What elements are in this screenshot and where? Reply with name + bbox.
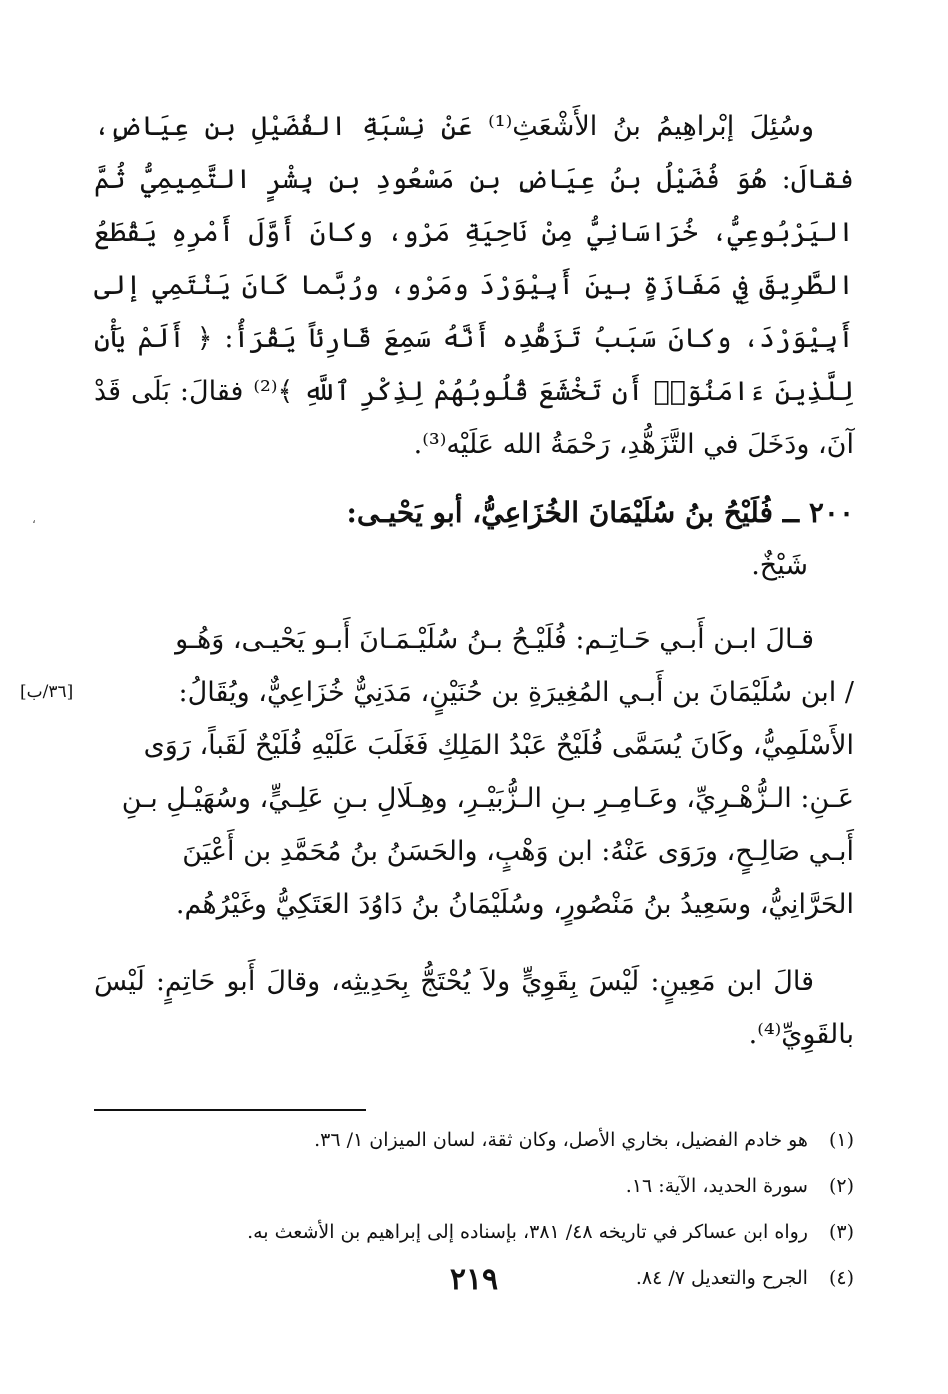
footnote — [94, 1163, 854, 1209]
page-number: ٢١٩ — [449, 1262, 499, 1297]
biography-line-with-margin — [20, 666, 854, 719]
book-page — [20, 100, 854, 1301]
entry-heading: ٢٠٠ ــ فُلَيْحُ بنُ سُلَيْمَانَ الخُزَاعِيُّ، أبو يَحْيـى: — [346, 496, 854, 529]
entry-grade: شَيْخٌ. — [751, 550, 808, 581]
intro-paragraph: وسُئِلَ إبْراهِيمُ بنُ الأَشْعَثِ⁽¹⁾ عَنْ نِسْبَةِ الفُضَيْلِ بن عِيَاضٍ، فقالَ: هُوَ فُضَيْلُ بنُ عِيَاضِ بنِ مَسْعُودِ بنِ بِشْرٍ التَّمِيمِيُّ ثُمَّ اليَرْبُوعِيُّ، خُرَاسَانِيُّ مِنْ نَاحِيَةِ مَرْو، وكانَ أَوَّلَ أَمْرِهِ يَقْطَعُ الطَّرِيقَ فِي مَفَازَةٍ بينَ أَبِيْوَرْدَ ومَرْو، ورُبَّما كَانَ يَنْتَمِي إلى أَبِيْوَرْدَ، وكانَ سَبَبُ تَزَهُّدِه أَنَّهُ سَمِعَ قَارِئاً يَقْرَأُ: ﴿ أَلَمْ يَأْنِ لِلَّذِينَ ءَامَنُوٓا۟ أَن تَخْشَعَ قُلُوبُهُمْ لِذِكْرِ ٱللَّهِ ﴾⁽²⁾ فقالَ: بَلَى قَدْ آنَ، ودَخَلَ في التَّزَهُّدِ، رَحْمَةُ الله عَلَيْه⁽³⁾. — [94, 111, 854, 460]
footnote-separator — [94, 1109, 366, 1111]
footnote-text: سورة الحديد، الآية: ١٦. — [625, 1175, 808, 1197]
biography-line: الحَرَّانِيُّ، وسَعِيدُ بنُ مَنْصُورٍ، وسُلَيْمَانُ بنُ دَاوُدَ العَتَكِيُّ وغَيْرُهُم. — [175, 889, 854, 920]
biography-line: أَبـي صَالِـحٍ، ورَوَى عَنْهُ: ابن وَهْبٍ، والحَسَنُ بنُ مُحَمَّدِ بن أَعْيَنَ — [182, 836, 854, 867]
footnote-number: (٣) — [828, 1221, 854, 1243]
footnote-separator-wrap — [94, 1061, 854, 1111]
biography-line: عَـنِ: الـزُّهْـرِيِّ، وعَـامِـرِ بـنِ الـزُّبَيْـرِ، وهِـلَالِ بـنِ عَلِـيٍّ، وسُهَيْـلِ بـنِ — [121, 783, 854, 814]
footnote-number: (٢) — [828, 1175, 854, 1197]
footnote — [94, 1117, 854, 1163]
biography-line: قـالَ ابـن أَبـي حَـاتِـم: فُلَيْـحُ بـنُ سُلَيْـمَـانَ أَبـو يَحْيـى، وَهُـو — [175, 624, 814, 655]
footnote-text: هو خادم الفضيل، بخاري الأصل، وكان ثقة، لسان الميزان ١/ ٣٦. — [314, 1129, 808, 1151]
footnote-number: (١) — [828, 1129, 854, 1151]
biography-paragraph — [20, 613, 854, 931]
side-mark: ، — [32, 512, 36, 526]
manuscript-folio-reference: [٣٦/ب] — [20, 682, 74, 702]
assessment-paragraph: قالَ ابن مَعِينٍ: لَيْسَ بِقَوِيٍّ ولاَ يُحْتَجُّ بِحَدِيثِه، وقالَ أَبو حَاتِمٍ: لَيْسَ بالقَوِيِّ⁽⁴⁾. — [94, 966, 854, 1050]
footnote-text: الجرح والتعديل ٧/ ٨٤. — [635, 1267, 808, 1289]
footnote-number: (٤) — [828, 1267, 854, 1289]
biography-line-text: / ابن سُلَيْمَانَ بن أَبـي المُغِيرَةِ بن حُنَيْنٍ، مَدَنِيٌّ خُزَاعِيٌّ، ويُقَالُ: — [178, 677, 854, 708]
footnote-text: رواه ابن عساكر في تاريخه ٤٨/ ٣٨١، بإسناده إلى إبراهيم بن الأشعث به. — [247, 1221, 808, 1243]
footnote — [94, 1209, 854, 1255]
biography-line: الأَسْلَمِيُّ، وكَانَ يُسَمَّى فُلَيْحٌ عَبْدُ المَلِكِ فَغَلَبَ عَلَيْهِ فُلَيْحٌ لَقَباً، رَوَى — [143, 730, 854, 761]
